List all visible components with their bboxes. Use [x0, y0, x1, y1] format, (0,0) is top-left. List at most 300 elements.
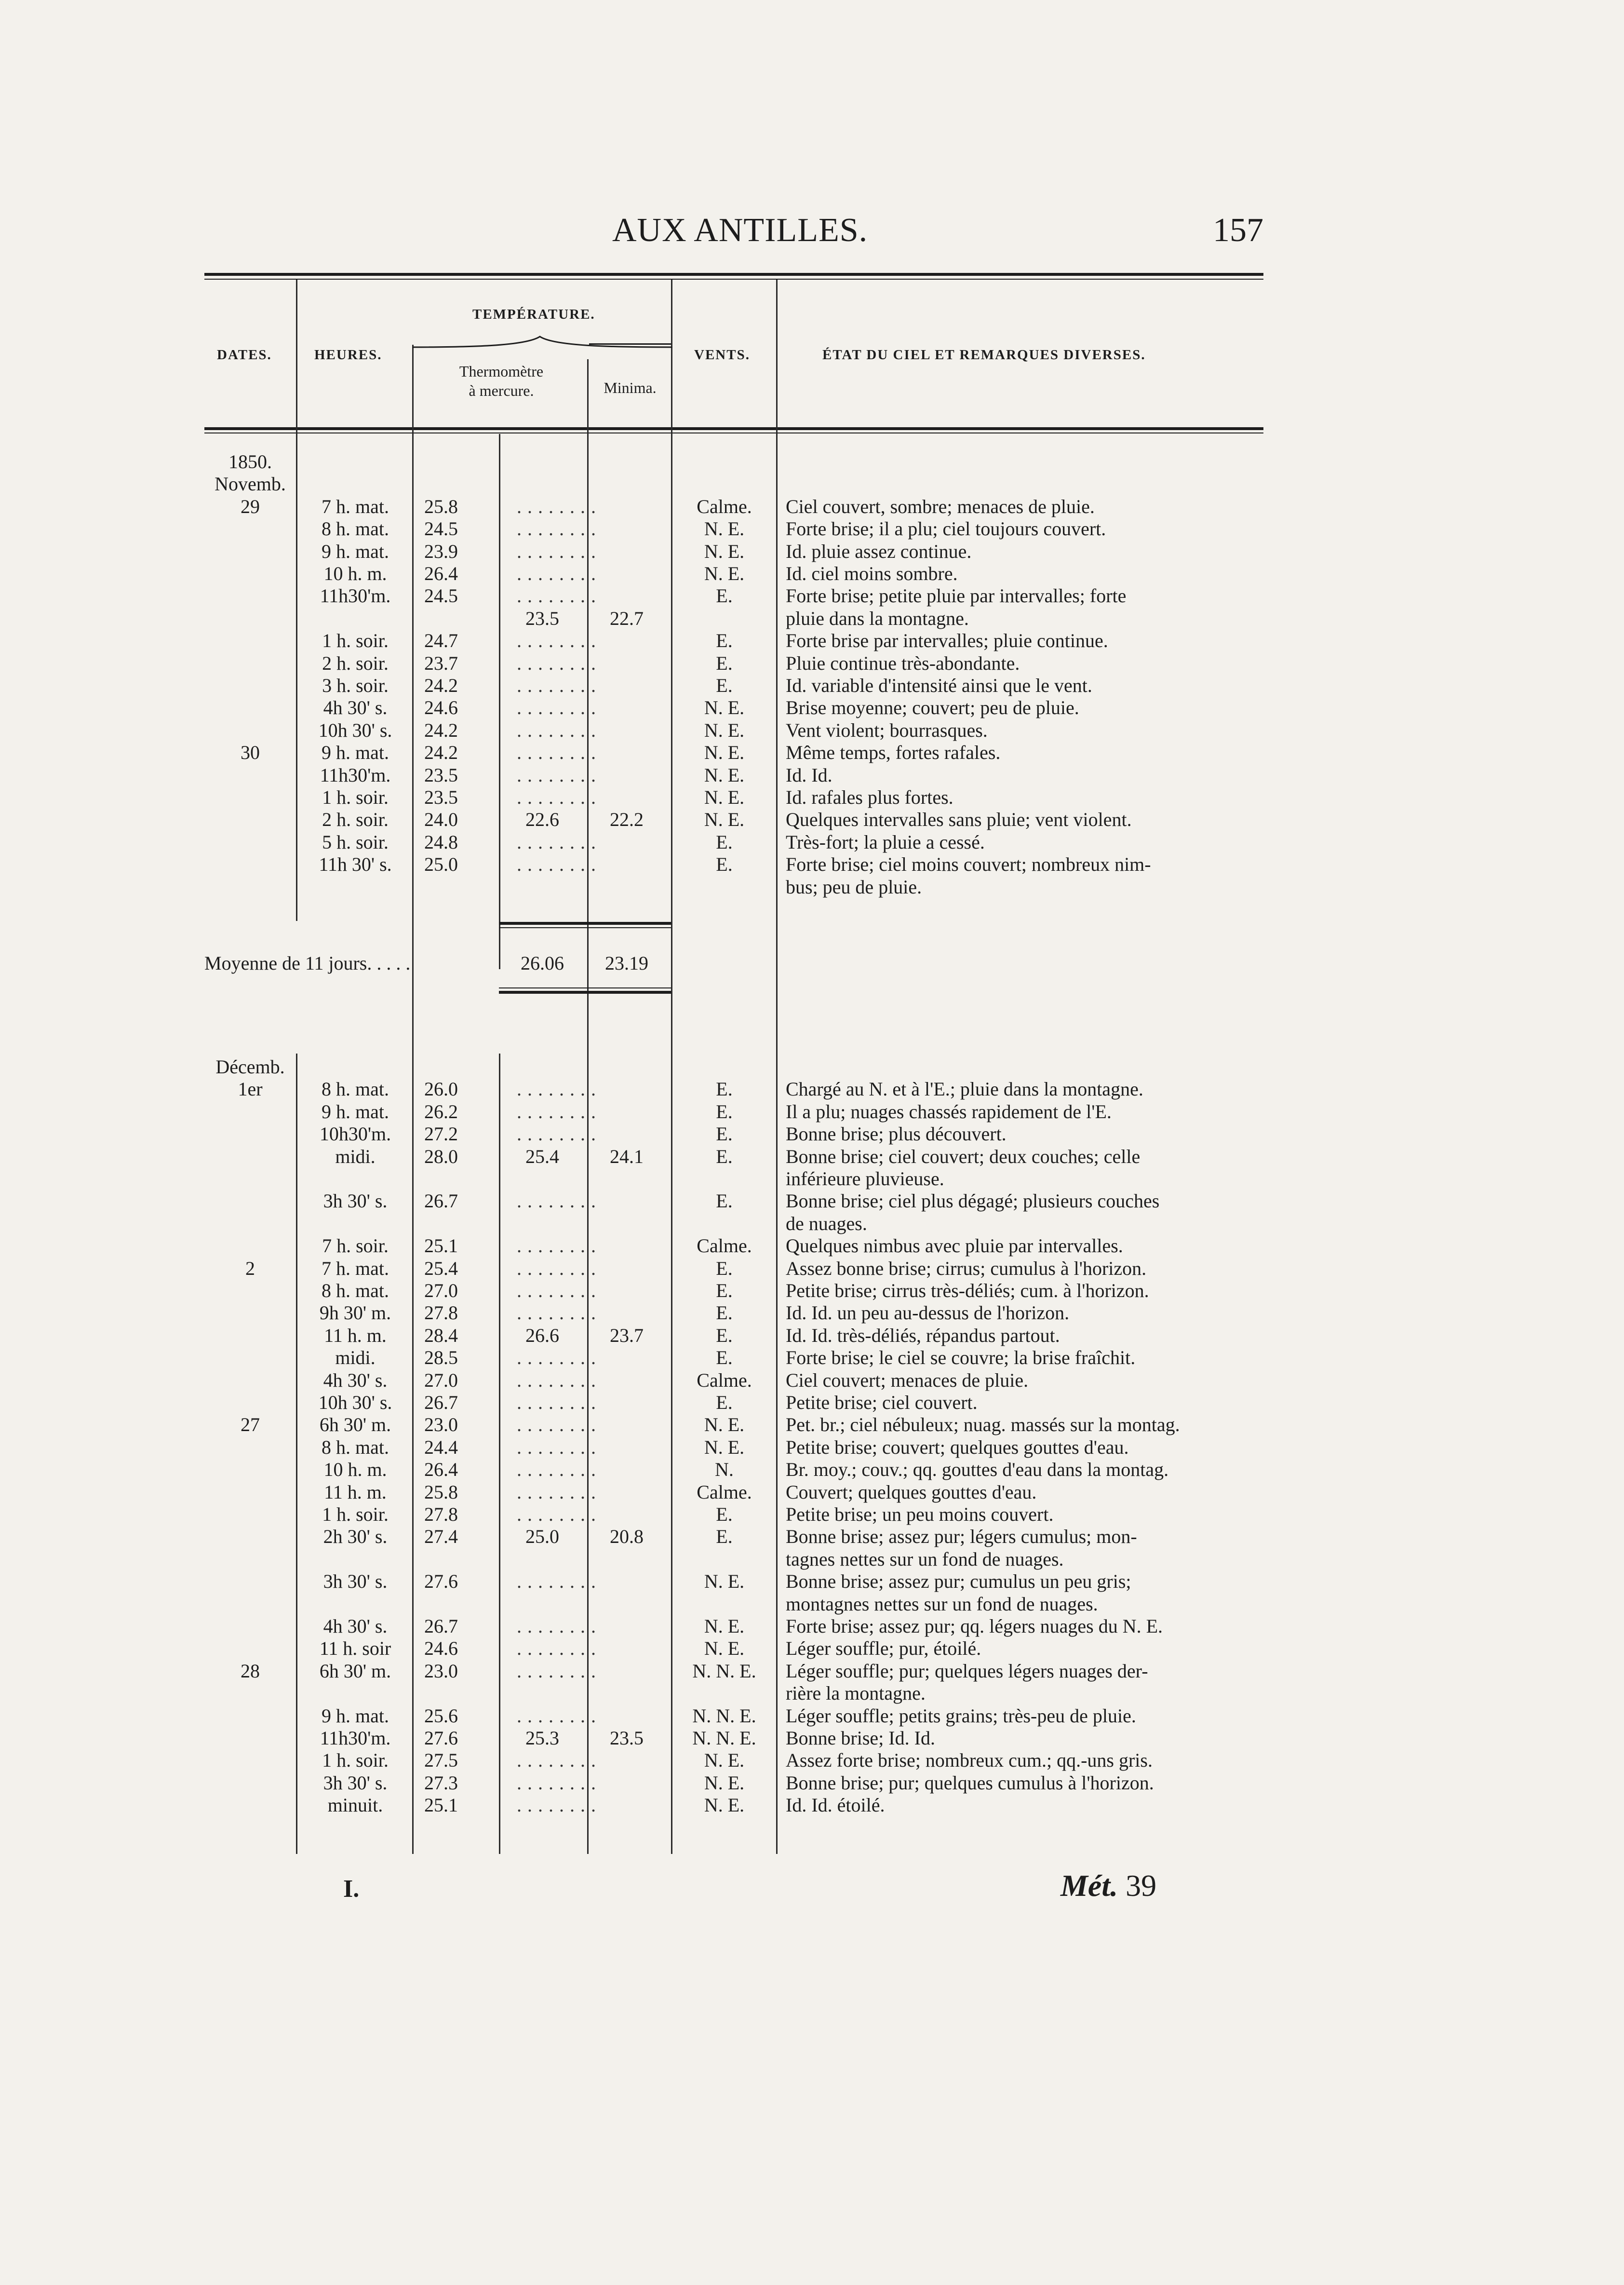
row-thermometer: 25.8 [424, 495, 458, 517]
row-hour: 11 h. m. [324, 1324, 387, 1346]
row-wind: E. [716, 1526, 733, 1548]
row-wind: N. N. E. [692, 1704, 756, 1727]
row-leader-dots: ........ [517, 1771, 602, 1794]
row-hour: 10 h. m. [323, 563, 387, 584]
row-leader-dots: ........ [517, 1414, 602, 1436]
row-remark: Couvert; quelques gouttes d'eau. [786, 1481, 1037, 1503]
signature-mark: I. [343, 1875, 360, 1903]
row-temp-mean: 25.4 [525, 1145, 559, 1167]
row-leader-dots: ........ [517, 853, 602, 876]
row-remark: Id. pluie assez continue. [786, 540, 972, 562]
row-leader-dots: ........ [517, 1369, 602, 1391]
row-hour: 6h 30' m. [319, 1414, 391, 1436]
row-hour: 3h 30' s. [323, 1570, 388, 1593]
row-remark: Petite brise; cirrus très-déliés; cum. à l'horizon. [786, 1280, 1149, 1301]
row-leader-dots: ........ [517, 1749, 602, 1771]
row-hour: 8 h. mat. [322, 1436, 389, 1458]
sheet-mark-number: 39 [1126, 1868, 1157, 1903]
row-hour: 10h30'm. [319, 1123, 391, 1145]
row-wind: N. E. [704, 809, 745, 831]
row-thermometer: 27.8 [424, 1503, 458, 1525]
header-remarks: ÉTAT DU CIEL ET REMARQUES DIVERSES. [822, 347, 1146, 363]
row-leader-dots: ........ [517, 764, 602, 786]
row-remark: Forte brise; assez pur; qq. légers nuages du N. E. [786, 1615, 1163, 1637]
row-thermometer: 24.5 [424, 518, 458, 540]
table-row [0, 1503, 1624, 1526]
row-wind: N. E. [704, 719, 745, 741]
table-row [0, 541, 1624, 563]
row-thermometer: 27.0 [424, 1280, 458, 1301]
table-row [0, 1459, 1624, 1481]
row-thermometer: 26.2 [424, 1100, 458, 1122]
row-remark: Id. Id. [786, 764, 832, 786]
row-wind: N. E. [704, 518, 745, 540]
table-row [0, 1369, 1624, 1392]
row-remark: Forte brise; petite pluie par intervalles; forte [786, 585, 1127, 607]
row-leader-dots: ........ [517, 652, 602, 674]
row-wind: N. E. [704, 1771, 745, 1794]
row-thermometer: 25.8 [424, 1481, 458, 1503]
row-date: 30 [241, 742, 260, 764]
row-hour: 11h30'm. [320, 764, 391, 786]
summary-label: Moyenne de 11 jours. . . . . [204, 952, 411, 974]
row-remark: Léger souffle; pur; quelques légers nuages der- [786, 1660, 1148, 1682]
row-leader-dots: ........ [517, 1280, 602, 1301]
row-wind: E. [716, 1145, 733, 1167]
table-row [0, 1392, 1624, 1414]
row-temp-mean: 26.6 [525, 1324, 559, 1346]
row-remark: Bonne brise; ciel couvert; deux couches; celle [786, 1145, 1141, 1167]
row-hour: 2 h. soir. [322, 652, 389, 674]
table-row [0, 1414, 1624, 1436]
row-thermometer: 25.4 [424, 1257, 458, 1279]
row-hour: 7 h. soir. [322, 1235, 389, 1257]
row-remark: Forte brise par intervalles; pluie continue. [786, 630, 1108, 652]
row-wind: E. [716, 630, 733, 652]
row-remark: tagnes nettes sur un fond de nuages. [786, 1548, 1064, 1570]
row-wind: E. [716, 652, 733, 674]
row-wind: Calme. [697, 1235, 752, 1257]
row-thermometer: 27.0 [424, 1369, 458, 1391]
row-hour: 2h 30' s. [323, 1526, 388, 1548]
table-row [0, 697, 1624, 719]
row-leader-dots: ........ [517, 719, 602, 741]
row-remark: Quelques intervalles sans pluie; vent violent. [786, 809, 1132, 831]
table-row [0, 1101, 1624, 1123]
row-leader-dots: ........ [517, 742, 602, 764]
table-row [0, 1772, 1624, 1794]
table-row [0, 1078, 1624, 1100]
row-leader-dots: ........ [517, 585, 602, 607]
row-remark: Assez bonne brise; cirrus; cumulus à l'horizon. [786, 1257, 1147, 1279]
row-leader-dots: ........ [517, 697, 602, 719]
row-thermometer: 23.5 [424, 786, 458, 808]
row-remark: Ciel couvert; menaces de pluie. [786, 1369, 1029, 1391]
row-minimum: 20.8 [610, 1526, 644, 1548]
row-hour: 7 h. mat. [322, 1257, 389, 1279]
table-row [0, 1190, 1624, 1212]
row-remark: Id. Id. étoilé. [786, 1794, 885, 1816]
row-hour: 6h 30' m. [319, 1660, 391, 1682]
table-row [0, 1257, 1624, 1280]
table-row [0, 630, 1624, 652]
row-hour: 11h30'm. [320, 1727, 391, 1749]
row-thermometer: 24.7 [424, 630, 458, 652]
table-row [0, 742, 1624, 764]
summary-rule-top [499, 922, 671, 925]
row-leader-dots: ........ [517, 563, 602, 584]
row-date: 29 [241, 495, 260, 517]
row-wind: E. [716, 1503, 733, 1525]
row-leader-dots: ........ [517, 1794, 602, 1816]
row-wind: N. E. [704, 1749, 745, 1771]
summary-mean: 26.06 [521, 952, 564, 974]
table-row [0, 563, 1624, 585]
row-remark: Forte brise; ciel moins couvert; nombreux nim- [786, 853, 1151, 876]
header-thermometer-sub: à mercure. [469, 382, 534, 399]
page-number: 157 [1213, 212, 1263, 249]
row-remark: Quelques nimbus avec pluie par intervalles. [786, 1235, 1123, 1257]
table-row [0, 1347, 1624, 1369]
row-remark: Léger souffle; petits grains; très-peu de pluie. [786, 1704, 1136, 1727]
summary-rule-bottom-thick [499, 991, 671, 994]
row-wind: N. E. [704, 742, 745, 764]
row-thermometer: 26.7 [424, 1392, 458, 1413]
row-thermometer: 26.7 [424, 1615, 458, 1637]
row-remark: Chargé au N. et à l'E.; pluie dans la montagne. [786, 1078, 1143, 1100]
table-row [0, 1168, 1624, 1190]
row-wind: E. [716, 1347, 733, 1369]
summary-rule-top-thin [499, 927, 671, 928]
row-thermometer: 23.7 [424, 652, 458, 674]
header-hours: HEURES. [314, 347, 382, 363]
row-thermometer: 27.6 [424, 1570, 458, 1593]
row-hour: 2 h. soir. [322, 809, 389, 831]
row-thermometer: 24.6 [424, 1637, 458, 1660]
row-leader-dots: ........ [517, 831, 602, 853]
table-row [0, 719, 1624, 742]
row-wind: N. N. E. [692, 1727, 756, 1749]
header-dates: DATES. [217, 347, 272, 363]
row-wind: N. E. [704, 697, 745, 719]
row-leader-dots: ........ [517, 1436, 602, 1458]
row-hour: 9 h. mat. [322, 1704, 389, 1727]
row-hour: 8 h. mat. [322, 1078, 389, 1100]
table-row [0, 1705, 1624, 1727]
row-wind: E. [716, 1324, 733, 1346]
table-row [0, 518, 1624, 540]
row-remark: Id. ciel moins sombre. [786, 563, 958, 584]
row-thermometer: 28.5 [424, 1347, 458, 1369]
row-leader-dots: ........ [517, 1123, 602, 1145]
table-row [0, 853, 1624, 876]
table-row [0, 1436, 1624, 1459]
row-hour: 9 h. mat. [322, 540, 389, 562]
row-remark: Vent violent; bourrasques. [786, 719, 988, 741]
row-leader-dots: ........ [517, 540, 602, 562]
row-leader-dots: ........ [517, 1637, 602, 1660]
row-leader-dots: ........ [517, 1615, 602, 1637]
row-thermometer: 26.0 [424, 1078, 458, 1100]
row-wind: N. E. [704, 1794, 745, 1816]
row-date: 28 [241, 1660, 260, 1682]
table-row [0, 496, 1624, 518]
running-title: AUX ANTILLES. [612, 212, 868, 249]
row-hour: 4h 30' s. [323, 1369, 388, 1391]
summary-minimum: 23.19 [605, 952, 648, 974]
row-remark: Petite brise; couvert; quelques gouttes d'eau. [786, 1436, 1129, 1458]
row-remark: de nuages. [786, 1212, 867, 1234]
row-remark: Même temps, fortes rafales. [786, 742, 1001, 764]
row-thermometer: 27.2 [424, 1123, 458, 1145]
row-wind: N. E. [704, 540, 745, 562]
row-leader-dots: ........ [517, 1459, 602, 1481]
row-remark: Forte brise; il a plu; ciel toujours couvert. [786, 518, 1106, 540]
table-row [0, 1593, 1624, 1615]
row-leader-dots: ........ [517, 675, 602, 696]
row-date: 2 [245, 1257, 255, 1279]
row-wind: N. E. [704, 1615, 745, 1637]
row-leader-dots: ........ [517, 1503, 602, 1525]
row-thermometer: 27.4 [424, 1526, 458, 1548]
row-wind: N. [715, 1459, 734, 1481]
row-hour: minuit. [327, 1794, 383, 1816]
row-thermometer: 23.5 [424, 764, 458, 786]
row-wind: E. [716, 1123, 733, 1145]
row-thermometer: 25.1 [424, 1235, 458, 1257]
row-remark: Petite brise; un peu moins couvert. [786, 1503, 1054, 1525]
row-hour: 1 h. soir. [322, 630, 389, 652]
summary-row [0, 952, 1624, 974]
row-wind: N. E. [704, 1436, 745, 1458]
row-wind: E. [716, 853, 733, 876]
row-wind: E. [716, 1078, 733, 1100]
row-remark: Bonne brise; Id. Id. [786, 1727, 935, 1749]
table-row [0, 1548, 1624, 1570]
row-thermometer: 24.8 [424, 831, 458, 853]
row-wind: N. E. [704, 786, 745, 808]
row-date: 27 [241, 1414, 260, 1436]
table-row [0, 473, 1624, 495]
row-thermometer: 25.6 [424, 1704, 458, 1727]
row-hour: 8 h. mat. [322, 518, 389, 540]
row-remark: rière la montagne. [786, 1682, 926, 1704]
row-remark: Il a plu; nuages chassés rapidement de l'E. [786, 1100, 1112, 1122]
row-thermometer: 24.5 [424, 585, 458, 607]
row-thermometer: 26.4 [424, 563, 458, 584]
row-wind: N. E. [704, 1414, 745, 1436]
row-thermometer: 24.0 [424, 809, 458, 831]
table-row [0, 876, 1624, 898]
row-remark: bus; peu de pluie. [786, 876, 922, 898]
header-minima: Minima. [604, 379, 657, 396]
table-row [0, 809, 1624, 831]
row-hour: 11h 30' s. [319, 853, 392, 876]
row-thermometer: 27.5 [424, 1749, 458, 1771]
row-wind: E. [716, 585, 733, 607]
table-row [0, 675, 1624, 697]
table-row [0, 1749, 1624, 1771]
table-row [0, 585, 1624, 607]
row-remark: Id. variable d'intensité ainsi que le vent. [786, 675, 1092, 696]
row-date: Décemb. [215, 1056, 285, 1078]
header-thermometer-label: Thermomètre [459, 363, 544, 380]
table-row [0, 1526, 1624, 1548]
row-leader-dots: ........ [517, 1570, 602, 1593]
row-remark: Pluie continue très-abondante. [786, 652, 1020, 674]
row-remark: Forte brise; le ciel se couvre; la brise fraîchit. [786, 1347, 1136, 1369]
row-wind: E. [716, 1302, 733, 1324]
row-wind: E. [716, 831, 733, 853]
row-remark: Bonne brise; plus découvert. [786, 1123, 1007, 1145]
row-hour: 10h 30' s. [318, 719, 392, 741]
row-leader-dots: ........ [517, 1660, 602, 1682]
row-leader-dots: ........ [517, 1257, 602, 1279]
table-row [0, 831, 1624, 853]
row-thermometer: 25.1 [424, 1794, 458, 1816]
sheet-mark [1060, 1868, 1156, 1904]
table-row [0, 1302, 1624, 1324]
table-row [0, 1615, 1624, 1637]
table-row [0, 1123, 1624, 1145]
row-remark: Id. Id. un peu au-dessus de l'horizon. [786, 1302, 1070, 1324]
row-thermometer: 27.3 [424, 1771, 458, 1794]
row-remark: pluie dans la montagne. [786, 607, 969, 629]
table-row [0, 652, 1624, 675]
row-leader-dots: ........ [517, 1100, 602, 1122]
row-hour: 11h30'm. [320, 585, 391, 607]
row-leader-dots: ........ [517, 495, 602, 517]
row-remark: Br. moy.; couv.; qq. gouttes d'eau dans la montag. [786, 1459, 1169, 1481]
row-thermometer: 24.6 [424, 697, 458, 719]
row-hour: 3 h. soir. [322, 675, 389, 696]
row-hour: 11 h. soir [319, 1637, 391, 1660]
row-leader-dots: ........ [517, 1235, 602, 1257]
row-leader-dots: ........ [517, 1704, 602, 1727]
table-row [0, 764, 1624, 786]
row-thermometer: 26.4 [424, 1459, 458, 1481]
row-thermometer: 27.6 [424, 1727, 458, 1749]
row-thermometer: 25.0 [424, 853, 458, 876]
row-temp-mean: 25.0 [525, 1526, 559, 1548]
row-thermometer: 23.0 [424, 1660, 458, 1682]
row-remark: Bonne brise; ciel plus dégagé; plusieurs couches [786, 1190, 1160, 1212]
row-leader-dots: ........ [517, 1347, 602, 1369]
row-thermometer: 26.7 [424, 1190, 458, 1212]
row-hour: 8 h. mat. [322, 1280, 389, 1301]
row-wind: E. [716, 1100, 733, 1122]
row-leader-dots: ........ [517, 1392, 602, 1413]
table-row [0, 1570, 1624, 1593]
row-remark: Assez forte brise; nombreux cum.; qq.-uns gris. [786, 1749, 1153, 1771]
row-wind: N. E. [704, 764, 745, 786]
row-minimum: 24.1 [610, 1145, 644, 1167]
row-temp-mean: 23.5 [525, 607, 559, 629]
row-hour: 10 h. m. [323, 1459, 387, 1481]
row-hour: 7 h. mat. [322, 495, 389, 517]
row-remark: inférieure pluvieuse. [786, 1168, 944, 1190]
row-thermometer: 24.2 [424, 675, 458, 696]
row-hour: 1 h. soir. [322, 1503, 389, 1525]
table-row [0, 1325, 1624, 1347]
row-remark: Très-fort; la pluie a cessé. [786, 831, 985, 853]
row-thermometer: 24.2 [424, 742, 458, 764]
table-row [0, 1146, 1624, 1168]
row-wind: N. N. E. [692, 1660, 756, 1682]
row-hour: 5 h. soir. [322, 831, 389, 853]
table-row [0, 1660, 1624, 1682]
row-hour: 4h 30' s. [323, 1615, 388, 1637]
table-row [0, 451, 1624, 473]
row-leader-dots: ........ [517, 1481, 602, 1503]
row-thermometer: 28.0 [424, 1145, 458, 1167]
row-leader-dots: ........ [517, 518, 602, 540]
row-hour: 4h 30' s. [323, 697, 388, 719]
row-minimum: 23.7 [610, 1324, 644, 1346]
table-row [0, 786, 1624, 809]
table-row [0, 1280, 1624, 1302]
header-winds: VENTS. [694, 347, 750, 363]
row-wind: E. [716, 1392, 733, 1413]
row-wind: Calme. [697, 1369, 752, 1391]
row-hour: 1 h. soir. [322, 1749, 389, 1771]
summary-rule-bottom [499, 987, 671, 988]
table-row [0, 1481, 1624, 1503]
row-hour: midi. [335, 1347, 376, 1369]
row-remark: Petite brise; ciel couvert. [786, 1392, 978, 1413]
row-temp-mean: 22.6 [525, 809, 559, 831]
row-thermometer: 24.2 [424, 719, 458, 741]
table-row [0, 1682, 1624, 1704]
row-leader-dots: ........ [517, 630, 602, 652]
row-thermometer: 23.9 [424, 540, 458, 562]
row-wind: E. [716, 1257, 733, 1279]
table-row [0, 608, 1624, 630]
row-hour: 3h 30' s. [323, 1190, 388, 1212]
row-wind: E. [716, 675, 733, 696]
row-hour: 11 h. m. [324, 1481, 387, 1503]
header-temperature: TEMPÉRATURE. [472, 307, 595, 322]
row-hour: 9 h. mat. [322, 742, 389, 764]
row-date: Novemb. [215, 473, 286, 495]
row-minimum: 22.7 [610, 607, 644, 629]
row-hour: midi. [335, 1145, 376, 1167]
table-row [0, 1235, 1624, 1257]
row-thermometer: 23.0 [424, 1414, 458, 1436]
row-remark: Id. rafales plus fortes. [786, 786, 953, 808]
table-row [0, 1637, 1624, 1660]
sheet-mark-label: Mét. [1060, 1868, 1118, 1903]
row-wind: E. [716, 1280, 733, 1301]
row-hour: 10h 30' s. [318, 1392, 392, 1413]
row-remark: Bonne brise; pur; quelques cumulus à l'horizon. [786, 1771, 1154, 1794]
row-wind: E. [716, 1190, 733, 1212]
table-row [0, 1056, 1624, 1078]
row-date: 1er [238, 1078, 263, 1100]
row-date: 1850. [228, 451, 272, 473]
row-thermometer: 24.4 [424, 1436, 458, 1458]
table-row [0, 1213, 1624, 1235]
row-leader-dots: ........ [517, 786, 602, 808]
row-leader-dots: ........ [517, 1078, 602, 1100]
row-wind: N. E. [704, 1637, 745, 1660]
row-wind: Calme. [697, 1481, 752, 1503]
row-minimum: 22.2 [610, 809, 644, 831]
row-remark: Bonne brise; assez pur; légers cumulus; mon- [786, 1526, 1137, 1548]
row-temp-mean: 25.3 [525, 1727, 559, 1749]
row-wind: N. E. [704, 563, 745, 584]
table-row [0, 1794, 1624, 1816]
